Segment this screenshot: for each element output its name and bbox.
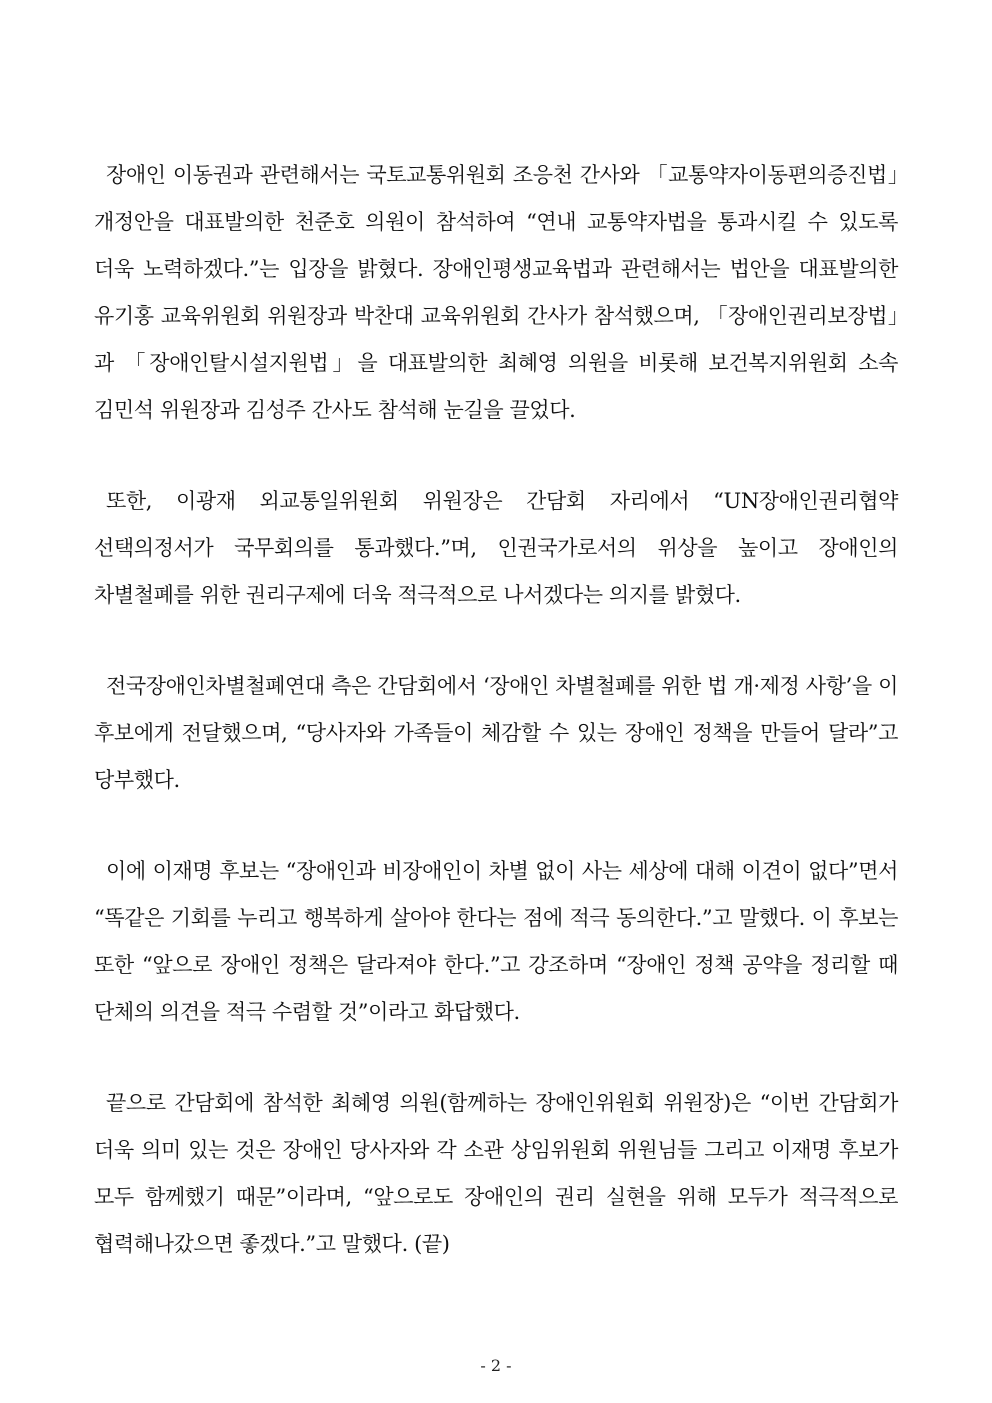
paragraph-un-protocol: 또한, 이광재 외교통일위원회 위원장은 간담회 자리에서 “UN장애인권리협약 선택의정서가 국무회의를 통과했다.”며, 인권국가로서의 위상을 높이고 장애인의 차별철폐를 위한 권리구제에 더욱 적극적으로 나서겠다는 의지를 밝혔다.: [94, 489, 898, 607]
paragraph-mobility-rights: 장애인 이동권과 관련해서는 국토교통위원회 조응천 간사와 「교통약자이동편의증진법」개정안을 대표발의한 천준호 의원이 참석하여 “연내 교통약자법을 통과시킬 수 있도록 더욱 노력하겠다.”는 입장을 밝혔다. 장애인평생교육법과 관련해서는 법안을 대표발의한 유기홍 교육위원회 위원장과 박찬대 교육위원회 간사가 참석했으며, 「장애인권리보장법」과 「장애인탈시설지원법」을 대표발의한 최혜영 의원을 비롯해 보건복지위원회 소속 김민석 위원장과 김성주 간사도 참석해 눈길을 끌었다.: [94, 163, 898, 422]
document-body: [94, 152, 898, 1268]
page-number: - 2 -: [480, 1356, 512, 1375]
paragraph-solidarity-request: 전국장애인차별철폐연대 측은 간담회에서 ‘장애인 차별철폐를 위한 법 개·제정 사항’을 이 후보에게 전달했으며, “당사자와 가족들이 체감할 수 있는 장애인 정책을 만들어 달라”고 당부했다.: [94, 674, 898, 792]
paragraph-closing-remarks: 끝으로 간담회에 참석한 최혜영 의원(함께하는 장애인위원회 위원장)은 “이번 간담회가 더욱 의미 있는 것은 장애인 당사자와 각 소관 상임위원회 위원님들 그리고 이재명 후보가 모두 함께했기 때문”이라며, “앞으로도 장애인의 권리 실현을 위해 모두가 적극적으로 협력해나갔으면 좋겠다.”고 말했다. (끝): [94, 1091, 898, 1256]
paragraph-candidate-response: 이에 이재명 후보는 “장애인과 비장애인이 차별 없이 사는 세상에 대해 이견이 없다”면서 “똑같은 기회를 누리고 행복하게 살아야 한다는 점에 적극 동의한다.”고 말했다. 이 후보는 또한 “앞으로 장애인 정책은 달라져야 한다.”고 강조하며 “장애인 정책 공약을 정리할 때 단체의 의견을 적극 수렴할 것”이라고 화답했다.: [94, 859, 898, 1024]
